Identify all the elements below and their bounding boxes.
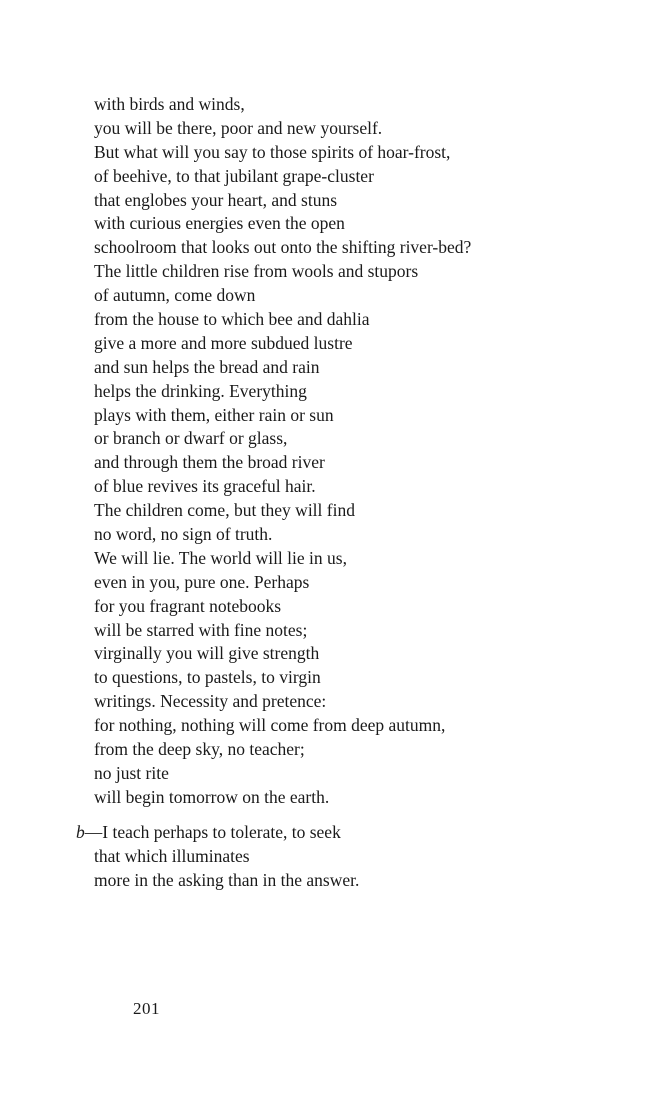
poem-line: that englobes your heart, and stuns xyxy=(94,189,338,210)
poem-line: no just rite xyxy=(94,762,169,783)
poem-line: or branch or dwarf or glass, xyxy=(94,428,288,449)
poem-line: that which illuminates xyxy=(94,845,250,866)
poem-line: with curious energies even the open xyxy=(94,213,345,234)
poem-line: helps the drinking. Everything xyxy=(94,380,307,401)
poem-stanza-main xyxy=(94,93,471,810)
poem-line-first xyxy=(76,821,359,845)
poem-line: for nothing, nothing will come from deep autumn, xyxy=(94,715,446,736)
poem-line: and sun helps the bread and rain xyxy=(94,356,320,377)
poem-line: The children come, but they will find xyxy=(94,500,355,521)
poem-line: will begin tomorrow on the earth. xyxy=(94,786,330,807)
poem-line: for you fragrant notebooks xyxy=(94,595,282,616)
poem-line: with birds and winds, xyxy=(94,94,245,114)
poem-line: plays with them, either rain or sun xyxy=(94,404,334,425)
poem-line: schoolroom that looks out onto the shifting river-bed? xyxy=(94,237,472,258)
poem-line: and through them the broad river xyxy=(94,452,325,473)
poem-line: of beehive, to that jubilant grape-cluster xyxy=(94,165,374,186)
poem-line: you will be there, poor and new yourself. xyxy=(94,117,383,138)
poem-line-text: —I teach perhaps to tolerate, to seek xyxy=(84,822,341,842)
poem-line: even in you, pure one. Perhaps xyxy=(94,571,310,592)
poem-line: The little children rise from wools and stupors xyxy=(94,261,419,282)
poem-line: But what will you say to those spirits of hoar-frost, xyxy=(94,141,451,162)
poem-stanza-b xyxy=(76,821,359,893)
poem-line: to questions, to pastels, to virgin xyxy=(94,667,321,688)
poem-line: of blue revives its graceful hair. xyxy=(94,476,316,497)
poem-line: virginally you will give strength xyxy=(94,643,320,664)
poem-line: more in the asking than in the answer. xyxy=(94,869,360,890)
poem-line: give a more and more subdued lustre xyxy=(94,332,353,353)
poem-line: no word, no sign of truth. xyxy=(94,524,273,545)
poem-line: We will lie. The world will lie in us, xyxy=(94,547,347,568)
poem-line: will be starred with fine notes; xyxy=(94,619,308,640)
section-marker: b xyxy=(76,822,85,842)
page-number: 201 xyxy=(133,999,160,1018)
poem-line: writings. Necessity and pretence: xyxy=(94,691,327,712)
poem-line: from the deep sky, no teacher; xyxy=(94,739,305,760)
poem-line: from the house to which bee and dahlia xyxy=(94,309,370,330)
poem-line: of autumn, come down xyxy=(94,285,256,306)
